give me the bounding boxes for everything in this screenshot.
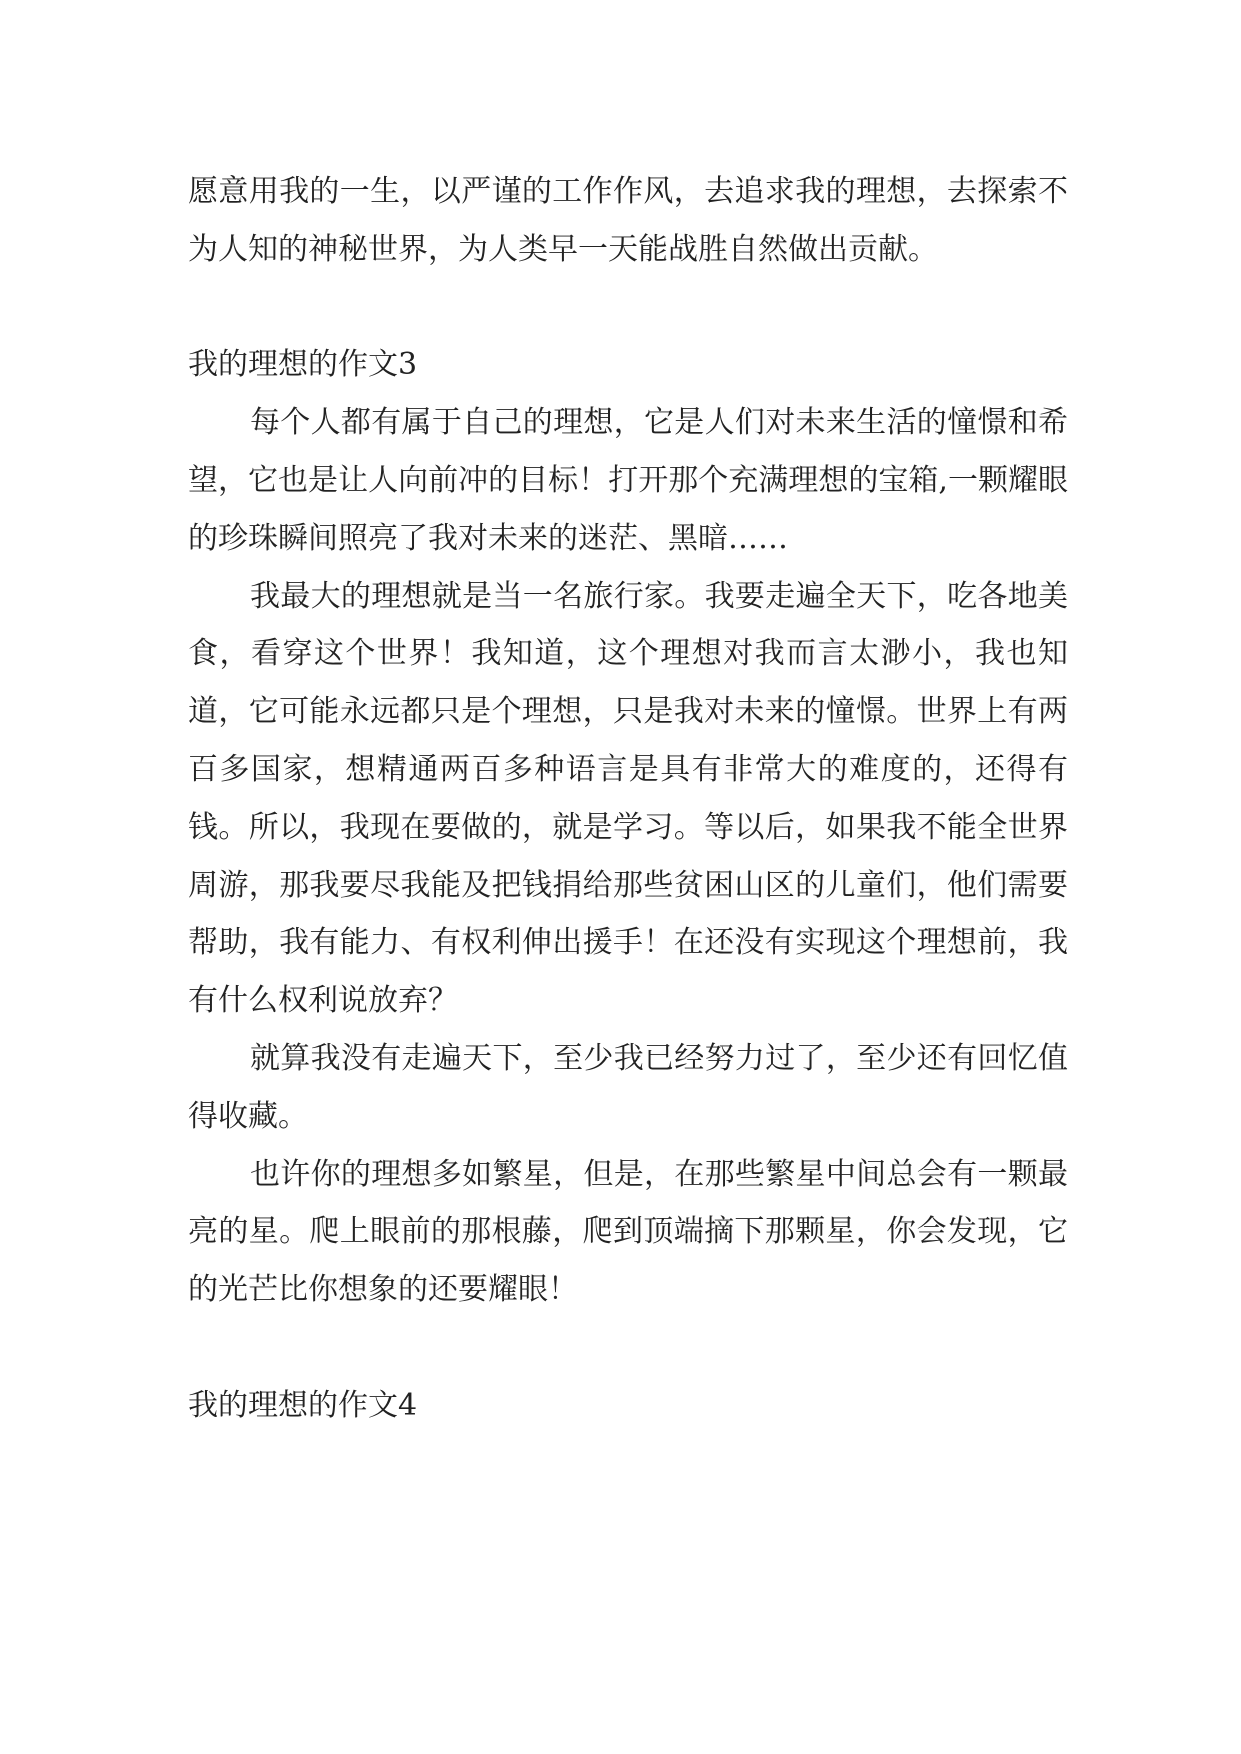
essay-4-title: 我的理想的作文4 [188,1387,418,1423]
document-body [188,163,1068,1435]
essay-3-paragraph-3: 就算我没有走遍天下，至少我已经努力过了，至少还有回忆值得收藏。 [188,1040,1068,1134]
intro-paragraph: 愿意用我的一生，以严谨的工作作风，去追求我的理想，去探索不为人知的神秘世界，为人类早一天能战胜自然做出贡献。 [188,174,1068,267]
essay-3-paragraph-1: 每个人都有属于自己的理想，它是人们对未来生活的憧憬和希望，它也是让人向前冲的目标！打开那个充满理想的宝箱,一颗耀眼的珍珠瞬间照亮了我对未来的迷茫、黑暗…… [188,405,1068,556]
section-gap [188,279,1068,337]
section-gap [188,1319,1068,1377]
essay-3-title: 我的理想的作文3 [188,347,418,383]
essay-3-paragraph-4: 也许你的理想多如繁星，但是，在那些繁星中间总会有一颗最亮的星。爬上眼前的那根藤，爬到顶端摘下那颗星，你会发现，它的光芒比你想象的还要耀眼！ [188,1156,1068,1308]
essay-3-paragraph-2: 我最大的理想就是当一名旅行家。我要走遍全天下，吃各地美食，看穿这个世界！我知道，这个理想对我而言太渺小，我也知道，它可能永远都只是个理想，只是我对未来的憧憬。世界上有两百多国家，想精通两百多种语言是具有非常大的难度的，还得有钱。所以，我现在要做的，就是学习。等以后，如果我不能全世界周游，那我要尽我能及把钱捐给那些贫困山区的儿童们，他们需要帮助，我有能力、有权利伸出援手！在还没有实现这个理想前，我有什么权利说放弃？ [188,578,1068,1019]
